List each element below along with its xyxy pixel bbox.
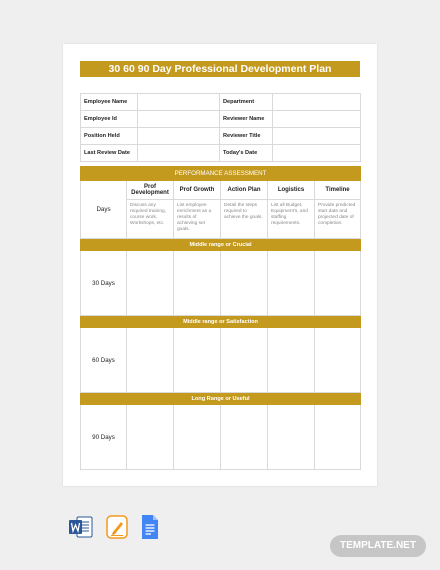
period-label: 30 Days: [81, 251, 127, 316]
info-value-field[interactable]: [138, 94, 220, 111]
period-row: [81, 405, 361, 470]
info-value-field[interactable]: [273, 145, 361, 162]
column-header: Prof Growth: [174, 181, 221, 200]
plan-cell[interactable]: [268, 405, 315, 470]
period-label: 90 Days: [81, 405, 127, 470]
plan-cell[interactable]: [174, 251, 221, 316]
info-label: Reviewer Name: [220, 111, 273, 128]
period-label: 60 Days: [81, 328, 127, 393]
plan-cell[interactable]: [315, 405, 361, 470]
template-net-logo[interactable]: TEMPLATE.NET: [330, 535, 426, 557]
info-row: [81, 94, 361, 111]
performance-assessment-heading: PERFORMANCE ASSESSMENT: [81, 167, 361, 181]
plan-cell[interactable]: [221, 405, 268, 470]
info-label: Today's Date: [220, 145, 273, 162]
info-label: Position Held: [81, 128, 138, 145]
info-label: Last Review Date: [81, 145, 138, 162]
google-docs-icon[interactable]: [140, 514, 160, 545]
performance-assessment-table: [80, 166, 361, 470]
info-value-field[interactable]: [273, 94, 361, 111]
column-description: Detail the steps required to achieve the goals.: [221, 200, 268, 239]
info-label: Reviewer Title: [220, 128, 273, 145]
info-label: Employee Name: [81, 94, 138, 111]
plan-cell[interactable]: [221, 251, 268, 316]
column-description: List employee enrichment as a results of achieving set goals.: [174, 200, 221, 239]
info-value-field[interactable]: [138, 128, 220, 145]
plan-cell[interactable]: [127, 251, 174, 316]
range-band: Middle range or Crucial: [81, 239, 361, 251]
info-row: [81, 128, 361, 145]
info-value-field[interactable]: [273, 128, 361, 145]
info-row: [81, 111, 361, 128]
info-value-field[interactable]: [138, 111, 220, 128]
plan-cell[interactable]: [127, 328, 174, 393]
info-value-field[interactable]: [138, 145, 220, 162]
info-value-field[interactable]: [273, 111, 361, 128]
range-band: Middle range or Satisfaction: [81, 316, 361, 328]
info-row: [81, 145, 361, 162]
plan-cell[interactable]: [221, 328, 268, 393]
period-row: [81, 328, 361, 393]
document-title: 30 60 90 Day Professional Development Plan: [80, 61, 360, 77]
column-description: Provide predicted start date and projected date of completion.: [315, 200, 361, 239]
column-header: Prof Development: [127, 181, 174, 200]
column-header: Timeline: [315, 181, 361, 200]
period-row: [81, 251, 361, 316]
word-icon[interactable]: [68, 514, 94, 545]
plan-cell[interactable]: [174, 405, 221, 470]
plan-cell[interactable]: [268, 328, 315, 393]
info-label: Employee Id: [81, 111, 138, 128]
range-band: Long Range or Useful: [81, 393, 361, 405]
days-row-header: Days: [81, 181, 127, 239]
column-header: Logistics: [268, 181, 315, 200]
plan-cell[interactable]: [315, 328, 361, 393]
column-description: List all Budget, Equipment's, and staffing requirements.: [268, 200, 315, 239]
pages-icon[interactable]: [105, 514, 129, 545]
plan-cell[interactable]: [174, 328, 221, 393]
column-description: Discuss any required training, course work, Workshops, etc.: [127, 200, 174, 239]
employee-info-table: [80, 93, 361, 162]
info-label: Department: [220, 94, 273, 111]
plan-cell[interactable]: [315, 251, 361, 316]
column-header: Action Plan: [221, 181, 268, 200]
document-page: [63, 44, 377, 486]
plan-cell[interactable]: [268, 251, 315, 316]
plan-cell[interactable]: [127, 405, 174, 470]
